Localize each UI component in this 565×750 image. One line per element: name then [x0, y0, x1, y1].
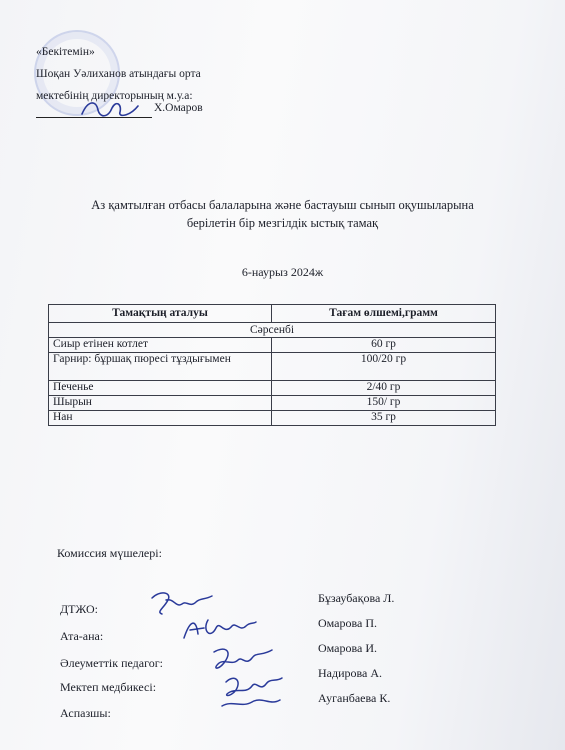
- role-label: Ата-ана:: [60, 629, 104, 643]
- director-signature: [78, 96, 148, 122]
- document-title-line2: берілетін бір мезгілдік ыстық тамақ: [186, 216, 379, 230]
- table-row: [49, 396, 496, 411]
- table-row: [49, 411, 496, 426]
- dish-portion: 150/ гр: [272, 396, 496, 411]
- table-row: [49, 353, 496, 381]
- document-title-line1: Аз қамтылған отбасы балаларына және бастауыш сынып оқушыларына: [91, 198, 474, 212]
- member-name: Надирова А.: [318, 666, 383, 680]
- dish-portion: 35 гр: [272, 411, 496, 426]
- dish-name: Печенье: [49, 381, 272, 396]
- column-header-portion: Тағам өлшемі,грамм: [272, 305, 496, 323]
- table-header-row: [49, 305, 496, 323]
- role-label: Мектеп медбикесі:: [60, 680, 157, 694]
- weekday-label: Сәрсенбі: [49, 323, 496, 338]
- table-row: [49, 338, 496, 353]
- day-row: [49, 323, 496, 338]
- dish-portion: 60 гр: [272, 338, 496, 353]
- member-name: Омарова П.: [318, 616, 378, 630]
- dish-portion: 2/40 гр: [272, 381, 496, 396]
- dish-name: Гарнир: бұршақ пюресі тұздығымен: [49, 353, 272, 381]
- approval-position: мектебінің директорының м.у.а:: [36, 90, 193, 102]
- dish-name: Нан: [49, 411, 272, 426]
- director-name: Х.Омаров: [154, 102, 203, 114]
- approval-school: Шоқан Уәлиханов атындағы орта: [36, 68, 201, 80]
- signature-nurse: [212, 672, 290, 716]
- role-label: Әлеуметтік педагог:: [60, 656, 163, 670]
- director-signature-line: [36, 117, 152, 118]
- member-name: Омарова И.: [318, 641, 378, 655]
- commission-heading: Комиссия мүшелері:: [57, 546, 162, 560]
- menu-table: [48, 304, 496, 426]
- signature-parent: [180, 614, 260, 644]
- column-header-dish: Тамақтың аталуы: [49, 305, 272, 323]
- dish-portion: 100/20 гр: [272, 353, 496, 381]
- menu-date: 6-наурыз 2024ж: [241, 265, 324, 279]
- dish-name: Шырын: [49, 396, 272, 411]
- role-label: Аспазшы:: [60, 706, 111, 720]
- member-name: Ауганбаева К.: [318, 691, 391, 705]
- role-label: ДТЖО:: [60, 602, 98, 616]
- approval-heading: «Бекітемін»: [36, 46, 95, 58]
- member-name: Бұзаубақова Л.: [318, 591, 395, 605]
- table-row: [49, 381, 496, 396]
- dish-name: Сиыр етінен котлет: [49, 338, 272, 353]
